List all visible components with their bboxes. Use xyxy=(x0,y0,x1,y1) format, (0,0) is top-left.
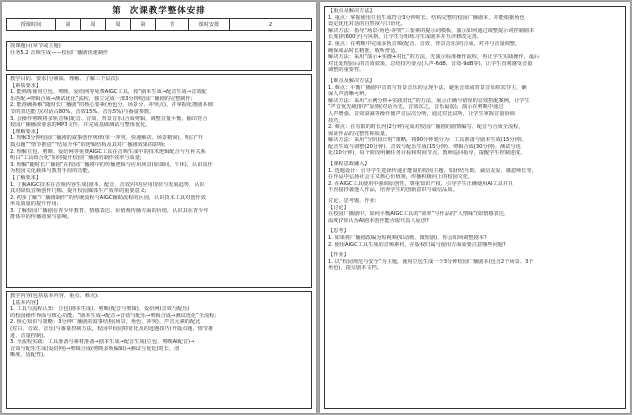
right-content-text xyxy=(325,7,625,277)
text-line: 保人声清晰可辨。 xyxy=(328,91,370,98)
text-line: 音效与配乐生成(爱给网)→剪辑合成(剪映多轨编辑)→测试与优化(时长、清 xyxy=(10,345,180,352)
topic-text xyxy=(7,42,311,57)
text-line: 校园广播播放要求的MP3文件，并完成基础测试与整体优化。 xyxy=(10,122,151,129)
text-line: 其对降低音频创作门槛、提升校园媒体生产效率的重要意义; xyxy=(10,188,147,195)
text-line: 【了解要求】 xyxy=(10,174,42,181)
week-unit: 周 xyxy=(81,19,106,31)
text-line: 【课程思政融入】 xyxy=(328,161,370,168)
text-line: 1. 以“校园规范与安全”为主题，使用豆包生成一个3分钟校园广播剧本(包含2个场景、3个 xyxy=(328,258,534,265)
text-line: 【重点及解决方法】 xyxy=(328,8,375,14)
text-line: 2. 重点：在剪映中完成多轨音频(配音、音效、背景音乐)的合成，对齐与音量调整， xyxy=(328,40,521,47)
weekday-label: 周 xyxy=(106,19,131,31)
section xyxy=(328,252,622,272)
text-line: 在作品中弘扬社会主义核心价值观，传播积极向上的校园文化。 xyxy=(328,174,474,181)
text-line: 2. 理解豆包、剪映、爱给网等免费AIGC工具在音频生成中的技术逻辑配合与互补关系 xyxy=(10,148,206,155)
text-line: 1. 了解AIGC技术在音频内容生成(剧本、配音、音效)中的应用现状与发展趋势，认识 xyxy=(10,181,205,188)
text-line: 3. 全流程实践：工具准备与素材准备→剧本生成→配音生成(豆包、剪映AI配音)→ xyxy=(10,339,195,346)
text-line: 角色)，提交剧本文档。 xyxy=(328,265,382,272)
text-line: 乐匹配→剪辑合成→测试优化”流程，独立完成一部3分钟校园广播剧的完整制作; xyxy=(10,95,193,102)
text-line: 1. 能熟练使用豆包、剪映、爱给网等免费AIGC工具，按“剧本生成→配音生成→音效配 xyxy=(10,89,207,96)
text-line: 节的表达能力(对话占80%，音效15%，音乐5%)与番量参数。 xyxy=(10,108,155,115)
text-line: 设定优化对话的自然度与口语化。 xyxy=(328,21,406,28)
text-line: 1. 如果将广播剧改编为短视频(如动画、微短剧)，你会如何调整剧本? xyxy=(328,235,487,241)
text-line: 讨论、思考题、作业: xyxy=(328,198,377,205)
text-line: 【难点及解决方法】 xyxy=(328,77,375,84)
teaching-content-block xyxy=(6,291,312,409)
text-line: 解决方法：采用“示例分析+实践对比”的方法，展示正确与错误的音效搭配案例，让学生 xyxy=(328,97,530,104)
text-line: 群体中的传播效果与影响。 xyxy=(10,214,73,221)
text-line: 保证作品的完整性和质量。 xyxy=(328,130,391,137)
section xyxy=(328,161,622,194)
text-line: 教学内容(包括基本内容、重点、难点): xyxy=(10,293,99,299)
text-line: 2. 核心知识与策略：3分钟广播剧的叙事结构(场景、角色、冲突)、声音元素的配比 xyxy=(10,319,201,326)
week-prefix: 第 xyxy=(56,19,81,31)
text-line: 确保成品时长精准，收听舒适。 xyxy=(328,47,401,54)
lesson-plan-page-left xyxy=(2,2,316,413)
text-line: 2. 使用AIGC工具生成的音频素材，在版权归属与使用方面需要注意哪些问题? xyxy=(328,241,506,248)
text-line: 3. 理解“随时长广播剧”在校园广播剧中的传播逻辑与应用场景(如课间、午休)，认识其作 xyxy=(10,161,213,168)
text-line: 【讨论】 xyxy=(328,204,349,211)
text-line: 1. 选题设计：引导学生选择传递正能量的校园主题，如团结互助、诚信友爱、感恩师长等， xyxy=(328,167,537,174)
text-line: 【素质要求】 xyxy=(10,82,42,89)
text-line: 解决方法：指导“场景-角色-冲突”三要素的提示词模板，演示如何通过调整提示词控制剧本 xyxy=(328,27,535,34)
text-line: 解决方法：采用“分阶段计时”策略，将90分钟划分为：工具准备与剧本生成(15分钟)、 xyxy=(328,137,527,144)
text-line: 授课题目(章节或主题) xyxy=(10,43,61,49)
schedule-table xyxy=(6,18,312,31)
section xyxy=(328,198,622,224)
period-unit: 节 xyxy=(156,19,189,31)
text-line: 【思考】 xyxy=(328,228,349,235)
text-line: 3. 会操作剪映将多轨音频(配音、音效、背景音乐)合成剪辑，调整音量平衡，输出符合 xyxy=(10,115,208,122)
objectives-block xyxy=(6,74,312,288)
lesson-plan-page-right xyxy=(320,2,630,413)
text-line: “声音优先级排序”原则(对话为先，音效次之，音乐最弱)，演示在剪映中通过 xyxy=(328,104,504,111)
date-label: 授课时间 xyxy=(7,19,56,31)
hours-value: 2 xyxy=(230,19,312,31)
section xyxy=(328,78,622,157)
hours-label: 课时安排 xyxy=(189,19,230,31)
text-line: 人声增强、音效衰减等操作使声音层次分明，通过对比试听，让学生掌握音量协调 xyxy=(328,110,515,117)
text-line: 1. 工具与流程认知：豆包(剧本生成)、剪映(配音与剪辑)、爱给网(音效与配乐) xyxy=(10,306,190,313)
text-line: 【作业】 xyxy=(328,252,349,259)
text-line: 对比处理前后的音效效果，总结技巧要点(人声-6dB、音效-9dB等)，让学生直观感受音量 xyxy=(328,60,533,67)
text-line: 的校园操作界面与核心功能，“剧本生成→配音→音效与配乐→剪辑合成→测试优化”全流程; xyxy=(10,312,217,319)
text-line: 教学目的、要求(分素质、理解、了解三个层次): xyxy=(10,76,120,82)
text-line: 2. 在AIGC工具使用中强调原创性，尊重知识产权，引导学生正确使用AI工具并且 xyxy=(328,180,514,187)
text-line: 2. 能准确拆解“随时长广播剧”的核心要素(角色分、场景分、冲突点)，并掌握化搜剧本细 xyxy=(10,102,213,109)
text-line: (对白、音效、音乐)与番量控制方法，校园中校园特征化及的选题技巧(开篇点题、情节推 xyxy=(10,325,214,332)
text-line: 晰度、适配性)。 xyxy=(10,352,49,359)
section xyxy=(328,228,622,248)
text-line: 为校园文化载体与教育手段的功能。 xyxy=(10,168,94,175)
text-line: 篇点题”“情节推进”“结尾升华”的逻辑结构及其对广播剧效果的影响; xyxy=(10,141,166,148)
text-line: 配音生成与调整(20分钟)、音效与配乐生成(15分钟)、剪辑合成(30分钟)、测试与优 xyxy=(328,143,521,150)
text-line: 化(10分钟)，每个阶段明确任务目标和时间节点，教师巡回指导，提醒学生控制进度。 xyxy=(328,150,526,157)
text-line: 调整的重要性。 xyxy=(328,67,365,74)
text-line: 长度(约600字)与风格，让学生分组练习生成剧本并互评修改完善。 xyxy=(328,34,483,41)
text-line: 1. 难点：平衡广播剧中音效与背景音乐的呈现手法，避免音效或背景音乐喧宾夺主，确 xyxy=(328,84,527,91)
topic-block xyxy=(6,41,312,71)
text-line: 明白“工具组合化”如何提升校园广播剧的制作效率与质量; xyxy=(10,155,142,162)
text-line: 任务5.2 音频生成——校园广播剧快速制作 xyxy=(10,49,109,56)
text-line: 2. 难点：在有限的时长内(2分钟)完成对校园广播剧的剧情编写、配音与合成全流程， xyxy=(328,124,524,131)
text-line: 温度)?你认为AI剧本创作能否取代真人原创? xyxy=(328,217,429,224)
text-line: 不直接抄袭他人作品，培养学生的创新意识与诚信品质。 xyxy=(328,187,458,194)
teaching-content-text xyxy=(7,292,311,360)
text-line: 【理解要求】 xyxy=(10,128,42,135)
text-line: 1. 重点：掌握使用豆包生成符合3分钟时长、结构完整的校园广播剧本，并能根据角色 xyxy=(328,14,525,21)
text-line: 率及质量的提升作用; xyxy=(10,201,59,208)
section xyxy=(328,8,622,74)
page-title: 第 次课教学整体安排 xyxy=(112,6,206,16)
right-content-block xyxy=(324,6,626,409)
text-line: 3. 了解校园广播剧在青少年教育、情感表达、价值观传播方面的价值，认识其在青少年 xyxy=(10,207,209,214)
text-line: 进、音量控制)。 xyxy=(10,332,49,339)
text-line: 【基本内容】 xyxy=(10,299,42,306)
text-line: 2. 初步了解“广播剧制作”的传统流程与AIGC辅助流程的区别，认识技术工具对创作效 xyxy=(10,194,206,201)
text-line: 1. 理解3分钟校园广播剧的叙事创作规律(单一冲突、快速解决、场景精简)，明白“开 xyxy=(10,135,204,142)
text-line: 在校园广播剧中，如何平衡AIGC工具的“效率”与作品的“人情味”(如情感表达、 xyxy=(328,211,510,218)
text-line: 技巧。 xyxy=(328,117,344,124)
period-prefix: 第 xyxy=(131,19,156,31)
text-line: 解决方法：采用“演示+实操+对比”的方法，先演示标准操作流程，再让学生实践操作，最后 xyxy=(328,54,540,61)
objectives-text xyxy=(7,75,311,222)
